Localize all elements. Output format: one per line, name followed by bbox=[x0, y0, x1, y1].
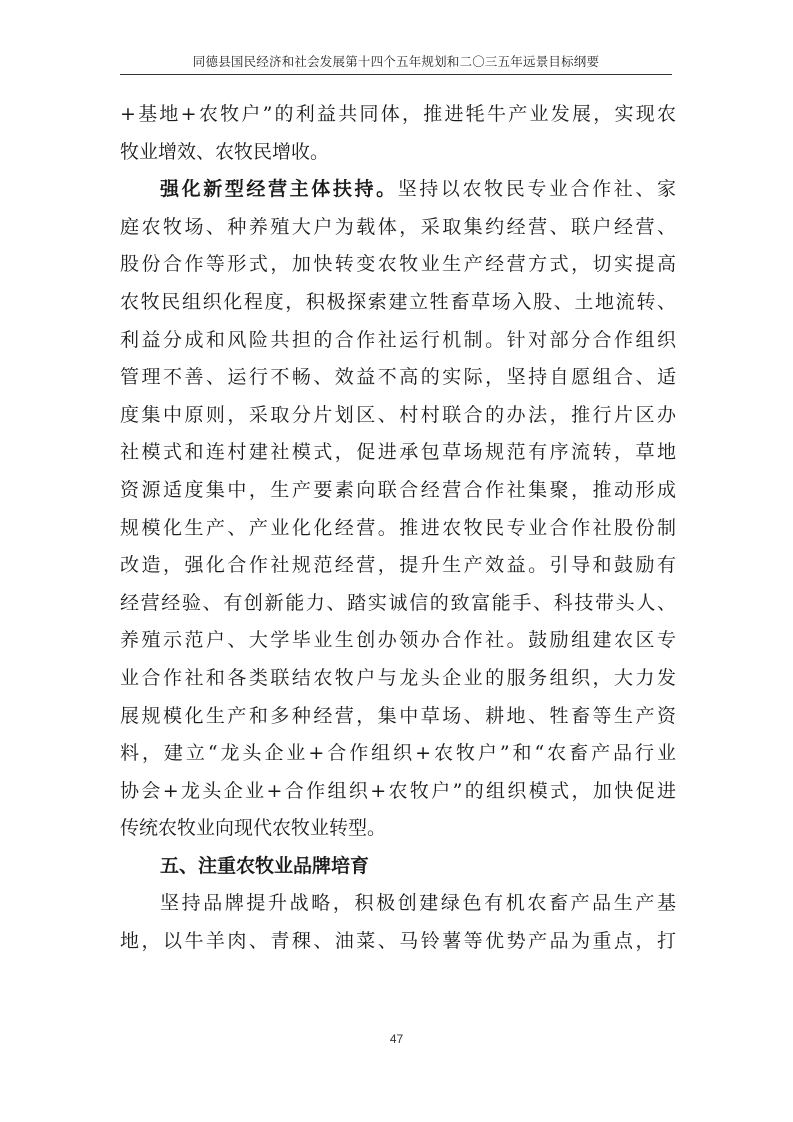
section-heading: 五、注重农牧业品牌培育 bbox=[160, 854, 370, 877]
text-line: +基地+农牧户”的利益共同体，推进牦牛产业发展，实现农 bbox=[120, 103, 676, 125]
text-line: 经营经验、有创新能力、踏实诚信的致富能手、科技带头人、 bbox=[120, 591, 676, 614]
text-line: 业合作社和各类联结农牧户与龙头企业的服务组织，大力发 bbox=[120, 666, 676, 689]
text-line: 农牧民组织化程度，积极探索建立牲畜草场入股、土地流转、 bbox=[120, 290, 676, 313]
text-line: 股份合作等形式，加快转变农牧业生产经营方式，切实提高 bbox=[120, 253, 676, 276]
text-line: 养殖示范户、大学毕业生创办领办合作社。鼓励组建农区专 bbox=[120, 629, 676, 652]
body-text bbox=[120, 96, 676, 961]
text-line: 料，建立“龙头企业+合作组织+农牧户”和“农畜产品行业 bbox=[120, 742, 676, 765]
text-line: 改造，强化合作社规范经营，提升生产效益。引导和鼓励有 bbox=[120, 554, 676, 577]
text-line: 协会+龙头企业+合作组织+农牧户”的组织模式，加快促进 bbox=[120, 779, 676, 802]
text-line: 资源适度集中，生产要素向联合经营合作社集聚，推动形成 bbox=[120, 478, 676, 501]
running-header: 同德县国民经济和社会发展第十四个五年规划和二〇三五年远景目标纲要 bbox=[192, 54, 600, 69]
paragraph-heading: 强化新型经营主体扶持。 bbox=[160, 178, 398, 201]
text-line: 牧业增效、农牧民增收。 bbox=[120, 140, 330, 163]
text-line: 展规模化生产和多种经营，集中草场、耕地、牲畜等生产资 bbox=[120, 704, 676, 727]
text-line: 传统农牧业向现代农牧业转型。 bbox=[120, 817, 387, 840]
header-divider bbox=[120, 74, 672, 75]
paragraph-start-line: 坚持品牌提升战略，积极创建绿色有机农畜产品生产基 bbox=[160, 892, 676, 915]
text-line: 规模化生产、产业化化经营。推进农牧民专业合作社股份制 bbox=[120, 516, 676, 539]
text-line: 地，以牛羊肉、青稞、油菜、马铃薯等优势产品为重点，打 bbox=[120, 930, 676, 953]
paragraph-start-line bbox=[120, 171, 676, 209]
text-line: 利益分成和风险共担的合作社运行机制。针对部分合作组织 bbox=[120, 328, 676, 351]
page-number: 47 bbox=[389, 1032, 404, 1046]
text-line: 管理不善、运行不畅、效益不高的实际，坚持自愿组合、适 bbox=[120, 366, 676, 389]
text-line: 度集中原则，采取分片划区、村村联合的办法，推行片区办 bbox=[120, 403, 676, 426]
text-line: 社模式和连村建社模式，促进承包草场规范有序流转，草地 bbox=[120, 441, 676, 464]
text-run: 坚持以农牧民专业合作社、家 bbox=[397, 178, 676, 201]
text-line: 庭农牧场、种养殖大户为载体，采取集约经营、联户经营、 bbox=[120, 215, 676, 238]
